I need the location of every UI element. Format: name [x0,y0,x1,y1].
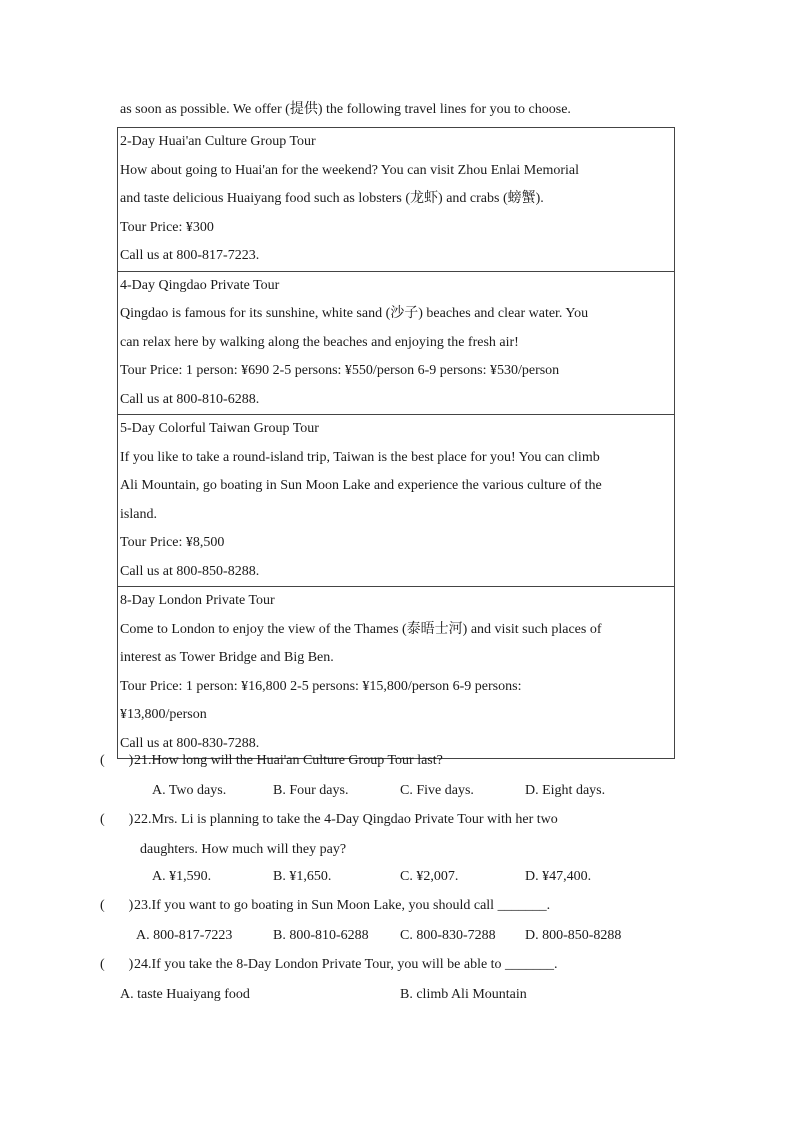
question-stem: 24.If you take the 8-Day London Private Tour, you will be able to _______. [134,957,558,972]
question-stem: 23.If you want to go boating in Sun Moon Lake, you should call _______. [134,898,551,913]
answer-blank[interactable] [100,753,134,769]
tour-call: Call us at 800-850-8288. [120,563,260,579]
tour-desc-line: can relax here by walking along the beaches and enjoying the fresh air! [120,334,519,350]
question-22 [100,812,558,828]
question-stem: 21.How long will the Huai'an Culture Group Tour last? [134,753,443,768]
tour-call: Call us at 800-810-6288. [120,391,260,407]
tour-title: 2-Day Huai'an Culture Group Tour [120,134,316,149]
tour-desc-line: interest as Tower Bridge and Big Ben. [120,650,334,665]
tour-price: Tour Price: ¥8,500 [120,535,225,550]
paren-open: ( [100,812,105,827]
tour-price: Tour Price: 1 person: ¥16,800 2-5 persons: ¥15,800/person 6-9 persons: [120,678,522,694]
tour-desc-line: If you like to take a round-island trip, Taiwan is the best place for you! You can climb [120,449,600,465]
tour-call: Call us at 800-817-7223. [120,248,260,263]
tour-price: Tour Price: 1 person: ¥690 2-5 persons: ¥550/person 6-9 persons: ¥530/person [120,363,560,378]
option-b: B. ¥1,650. [273,869,332,884]
tour-title: 8-Day London Private Tour [120,593,275,608]
tour-table [117,127,675,759]
option-b: B. Four days. [273,783,349,798]
paren-close: ) [128,957,134,972]
paren-open: ( [100,898,105,913]
paren-close: ) [128,898,134,913]
tour-huaian [118,128,674,271]
paren-close: ) [128,753,134,768]
answer-blank[interactable] [100,898,134,914]
question-stem: 22.Mrs. Li is planning to take the 4-Day Qingdao Private Tour with her two [134,812,558,827]
paren-close: ) [128,812,134,827]
tour-title: 4-Day Qingdao Private Tour [120,277,280,293]
option-a: A. taste Huaiyang food [120,987,250,1002]
tour-desc-line: Ali Mountain, go boating in Sun Moon Lake and experience the various culture of the [120,478,602,493]
tour-price: ¥13,800/person [120,707,207,722]
option-d: D. 800-850-8288 [525,928,622,943]
tour-call: Call us at 800-830-7288. [120,735,260,751]
answer-blank[interactable] [100,812,134,828]
option-a: A. ¥1,590. [152,869,212,884]
option-d: D. ¥47,400. [525,869,592,884]
tour-title: 5-Day Colorful Taiwan Group Tour [120,421,319,436]
tour-desc-line: Qingdao is famous for its sunshine, white sand (沙子) beaches and clear water. You [120,306,589,321]
tour-desc-line: How about going to Huai'an for the weekend? You can visit Zhou Enlai Memorial [120,162,579,178]
tour-taiwan [118,414,674,586]
option-b: B. climb Ali Mountain [400,987,527,1002]
intro-text: as soon as possible. We offer (提供) the following travel lines for you to choose. [120,102,571,117]
option-c: C. ¥2,007. [400,869,459,884]
question-24 [100,957,558,973]
option-b: B. 800-810-6288 [273,928,369,943]
option-a: A. 800-817-7223 [136,928,233,943]
tour-price: Tour Price: ¥300 [120,219,214,235]
option-d: D. Eight days. [525,783,606,798]
tour-desc-line: and taste delicious Huaiyang food such as lobsters (龙虾) and crabs (螃蟹). [120,191,544,206]
tour-desc-line: Come to London to enjoy the view of the Thames (泰晤士河) and visit such places of [120,621,602,637]
question-21 [100,753,443,769]
option-c: C. Five days. [400,783,474,798]
paren-open: ( [100,957,105,972]
question-stem-cont: daughters. How much will they pay? [140,842,347,857]
paren-open: ( [100,753,105,768]
tour-london [118,586,674,758]
question-23 [100,898,550,914]
tour-desc-line: island. [120,506,157,522]
option-a: A. Two days. [152,783,227,798]
option-c: C. 800-830-7288 [400,928,496,943]
tour-qingdao [118,271,674,415]
answer-blank[interactable] [100,957,134,973]
